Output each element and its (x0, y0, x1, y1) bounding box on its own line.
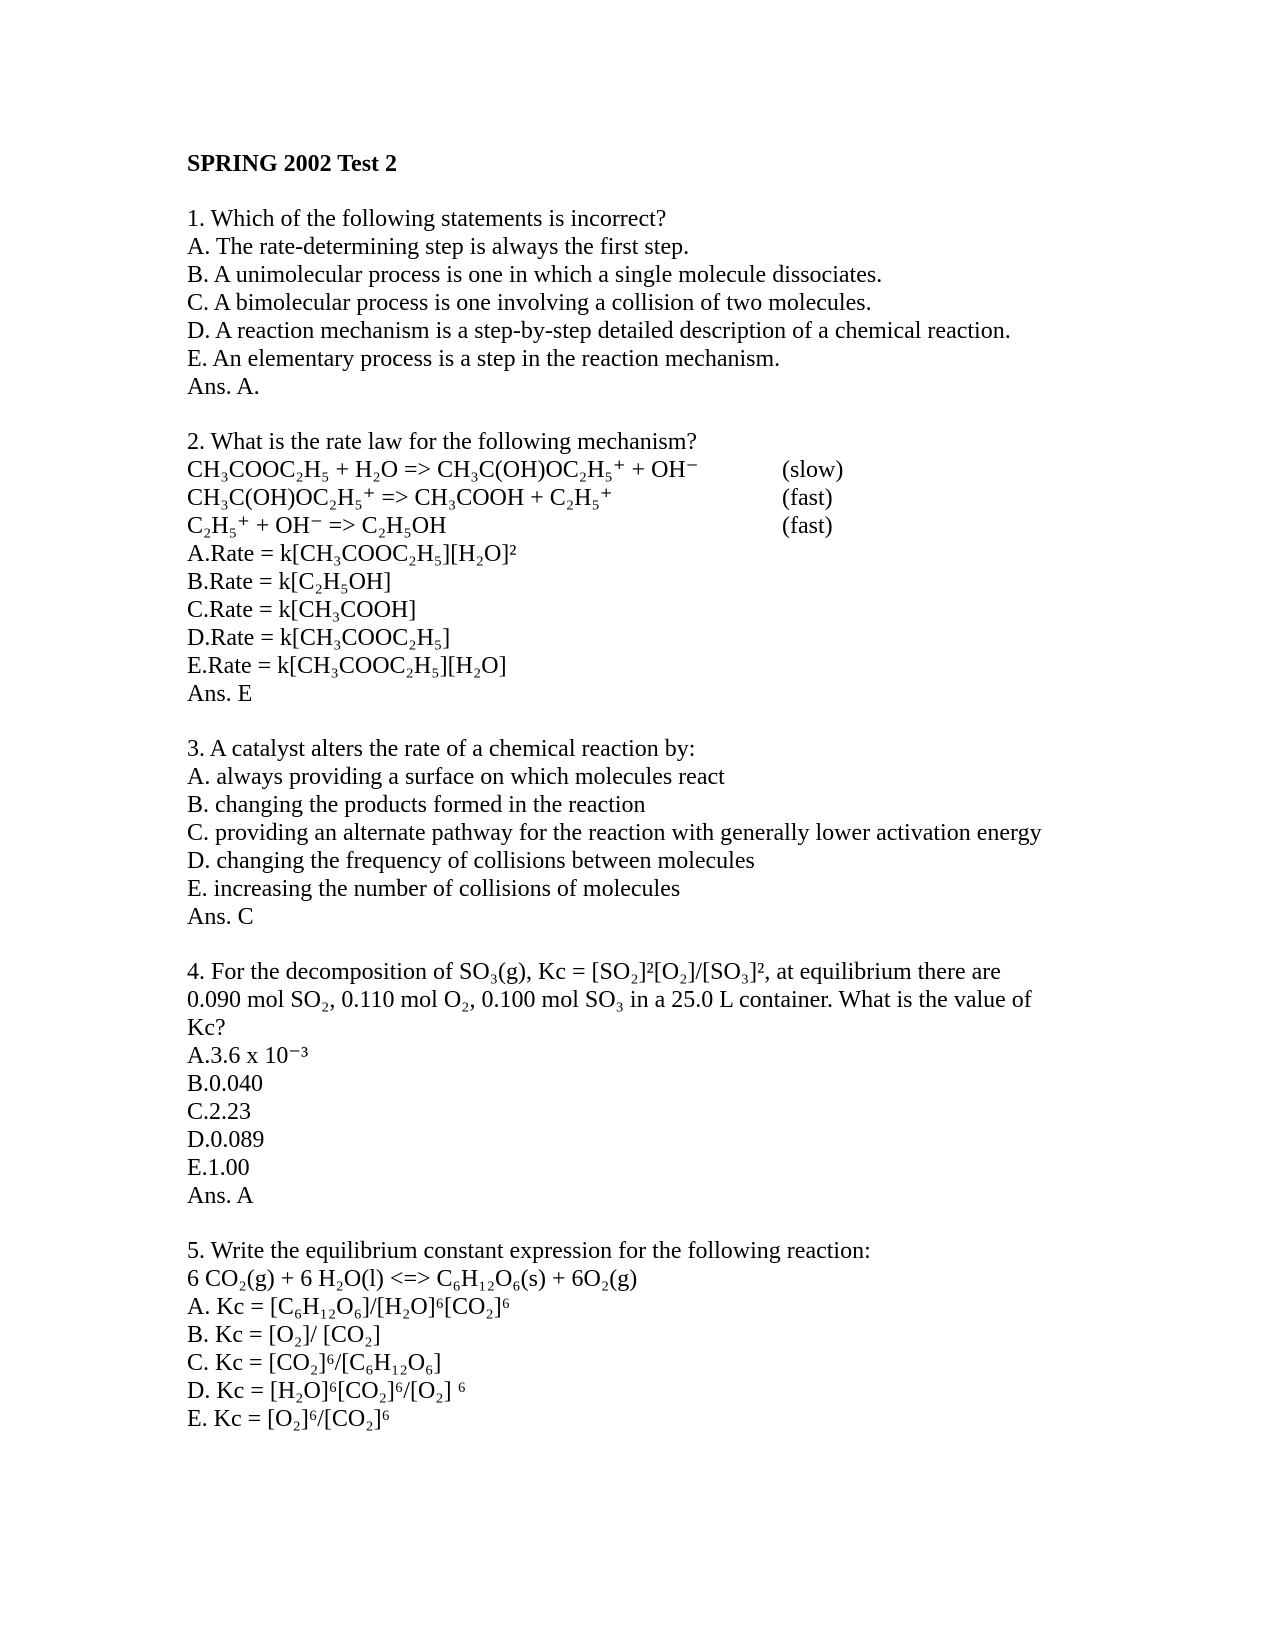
question-1-answer: Ans. A. (187, 374, 260, 400)
question-5-option-c: C. Kc = [CO₂]⁶/[C₆H₁₂O₆] (187, 1350, 442, 1376)
question-2-option-d: D.Rate = k[CH₃COOC₂H₅] (187, 625, 451, 651)
mechanism-step-2: CH₃C(OH)OC₂H₅⁺ => CH₃COOH + C₂H₅⁺ (187, 485, 613, 511)
mechanism-step-3-speed: (fast) (782, 513, 833, 539)
question-3-option-b: B. changing the products formed in the reaction (187, 792, 646, 818)
question-2-text: 2. What is the rate law for the following mechanism? (187, 429, 698, 455)
question-1-option-d: D. A reaction mechanism is a step-by-step detailed description of a chemical reaction. (187, 318, 1011, 344)
question-2-option-a: A.Rate = k[CH₃COOC₂H₅][H₂O]² (187, 541, 517, 567)
mechanism-step-1-speed: (slow) (782, 457, 844, 483)
question-2-option-c: C.Rate = k[CH₃COOH] (187, 597, 417, 623)
question-3-answer: Ans. C (187, 904, 254, 930)
question-4-option-a: A.3.6 x 10⁻³ (187, 1043, 309, 1069)
question-5-text: 5. Write the equilibrium constant expression for the following reaction: (187, 1238, 871, 1264)
question-3-text: 3. A catalyst alters the rate of a chemical reaction by: (187, 736, 696, 762)
question-5-reaction: 6 CO₂(g) + 6 H₂O(l) <=> C₆H₁₂O₆(s) + 6O₂(g) (187, 1266, 638, 1292)
question-5-option-d: D. Kc = [H₂O]⁶[CO₂]⁶/[O₂] ⁶ (187, 1378, 467, 1404)
question-4-option-c: C.2.23 (187, 1099, 252, 1125)
mechanism-step-3: C₂H₅⁺ + OH⁻ => C₂H₅OH (187, 513, 447, 539)
question-4-text-line-1: 4. For the decomposition of SO₃(g), Kc = [SO₂]²[O₂]/[SO₃]², at equilibrium there are (187, 959, 1001, 985)
mechanism-step-2-speed: (fast) (782, 485, 833, 511)
question-4-text-line-2: 0.090 mol SO₂, 0.110 mol O₂, 0.100 mol SO₃ in a 25.0 L container. What is the value of (187, 987, 1032, 1013)
question-5-option-a: A. Kc = [C₆H₁₂O₆]/[H₂O]⁶[CO₂]⁶ (187, 1294, 511, 1320)
question-1-option-a: A. The rate-determining step is always the first step. (187, 234, 690, 260)
question-1-option-b: B. A unimolecular process is one in which a single molecule dissociates. (187, 262, 883, 288)
question-1-option-c: C. A bimolecular process is one involving a collision of two molecules. (187, 290, 872, 316)
question-2-option-e: E.Rate = k[CH₃COOC₂H₅][H₂O] (187, 653, 507, 679)
question-4-option-e: E.1.00 (187, 1155, 250, 1181)
question-5-option-b: B. Kc = [O₂]/ [CO₂] (187, 1322, 381, 1348)
question-4-option-d: D.0.089 (187, 1127, 265, 1153)
question-1-text: 1. Which of the following statements is incorrect? (187, 206, 667, 232)
question-2-answer: Ans. E (187, 681, 253, 707)
question-4-text-line-3: Kc? (187, 1015, 226, 1041)
question-4-answer: Ans. A (187, 1183, 254, 1209)
question-3-option-e: E. increasing the number of collisions of molecules (187, 876, 681, 902)
mechanism-step-1: CH₃COOC₂H₅ + H₂O => CH₃C(OH)OC₂H₅⁺ + OH⁻ (187, 457, 699, 483)
question-3-option-d: D. changing the frequency of collisions between molecules (187, 848, 755, 874)
page-title: SPRING 2002 Test 2 (187, 151, 398, 177)
question-4-option-b: B.0.040 (187, 1071, 264, 1097)
question-3-option-c: C. providing an alternate pathway for the reaction with generally lower activation energy (187, 820, 1042, 846)
question-5-option-e: E. Kc = [O₂]⁶/[CO₂]⁶ (187, 1406, 390, 1432)
question-3-option-a: A. always providing a surface on which molecules react (187, 764, 725, 790)
question-2-option-b: B.Rate = k[C₂H₅OH] (187, 569, 392, 595)
question-1-option-e: E. An elementary process is a step in the reaction mechanism. (187, 346, 781, 372)
